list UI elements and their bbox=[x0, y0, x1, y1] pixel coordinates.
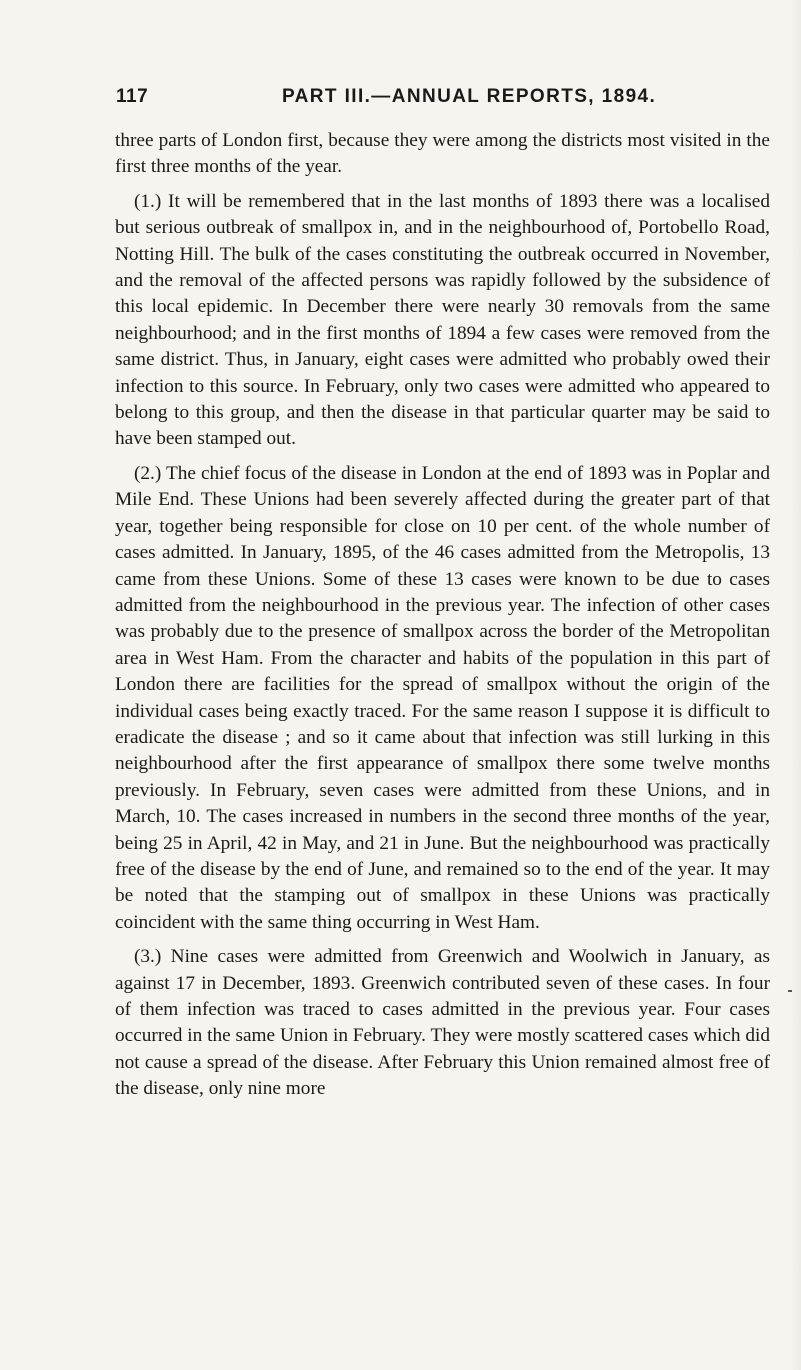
paragraph-1-notting-hill: (1.) It will be remembered that in the last months of 1893 there was a localised but serious outbreak of smallpox in, and in the neighbourhood of, Portobello Road, Notting Hill. The bulk of the cases constituting the outbreak occurred in November, and the removal of the affected persons was rapidly followed by the subsidence of this local epidemic. In December there were nearly 30 removals from the same neighbourhood; and in the first months of 1894 a few cases were removed from the same district. Thus, in January, eight cases were admitted who probably owed their infection to this source. In February, only two cases were admitted who appeared to belong to this group, and then the disease in that particular quarter may be said to have been stamped out. bbox=[115, 190, 770, 450]
running-head: PART III.—ANNUAL REPORTS, 1894. bbox=[282, 86, 657, 107]
body-text bbox=[115, 128, 770, 1111]
page-header bbox=[0, 86, 801, 126]
paragraph-3-greenwich-woolwich: (3.) Nine cases were admitted from Greenwich and Woolwich in January, as against 17 in December, 1893. Greenwich contributed seven of these cases. In four of them infection was traced to cases admitted in the previous year. Four cases occurred in the same Union in February. They were mostly scattered cases which did not cause a spread of the disease. After February this Union remained almost free of the disease, only nine more bbox=[115, 946, 770, 1100]
paragraph-2-poplar-mile-end: (2.) The chief focus of the disease in London at the end of 1893 was in Poplar and Mile End. These Unions had been severely affected during the greater part of that year, together being responsible for close on 10 per cent. of the whole number of cases admitted. In January, 1895, of the 46 cases admitted from the Metropolis, 13 came from these Unions. Some of these 13 cases were known to be due to cases admitted from the neighbourhood in the previous year. The infection of other cases was probably due to the presence of smallpox across the border of the Metropolitan area in West Ham. From the character and habits of the population in this part of London there are facilities for the spread of smallpox without the origin of the individual cases being exactly traced. For the same reason I suppose it is difficult to eradicate the disease ; and so it came about that infection was still lurking in this neighbourhood after the first appearance of smallpox there some twelve months previously. In February, seven cases were admitted from these Unions, and in March, 10. The cases increased in numbers in the second three months of the year, being 25 in April, 42 in May, and 21 in June. But the neighbourhood was practically free of the disease by the end of June, and remained so to the end of the year. It may be noted that the stamping out of smallpox in these Unions was practically coincident with the same thing occurring in West Ham. bbox=[115, 462, 770, 933]
paragraph-continuation: three parts of London first, because they were among the districts most visited in the first three months of the year. bbox=[115, 130, 770, 178]
page-number: 117 bbox=[116, 86, 149, 107]
page-edge-shadow bbox=[790, 0, 801, 1370]
